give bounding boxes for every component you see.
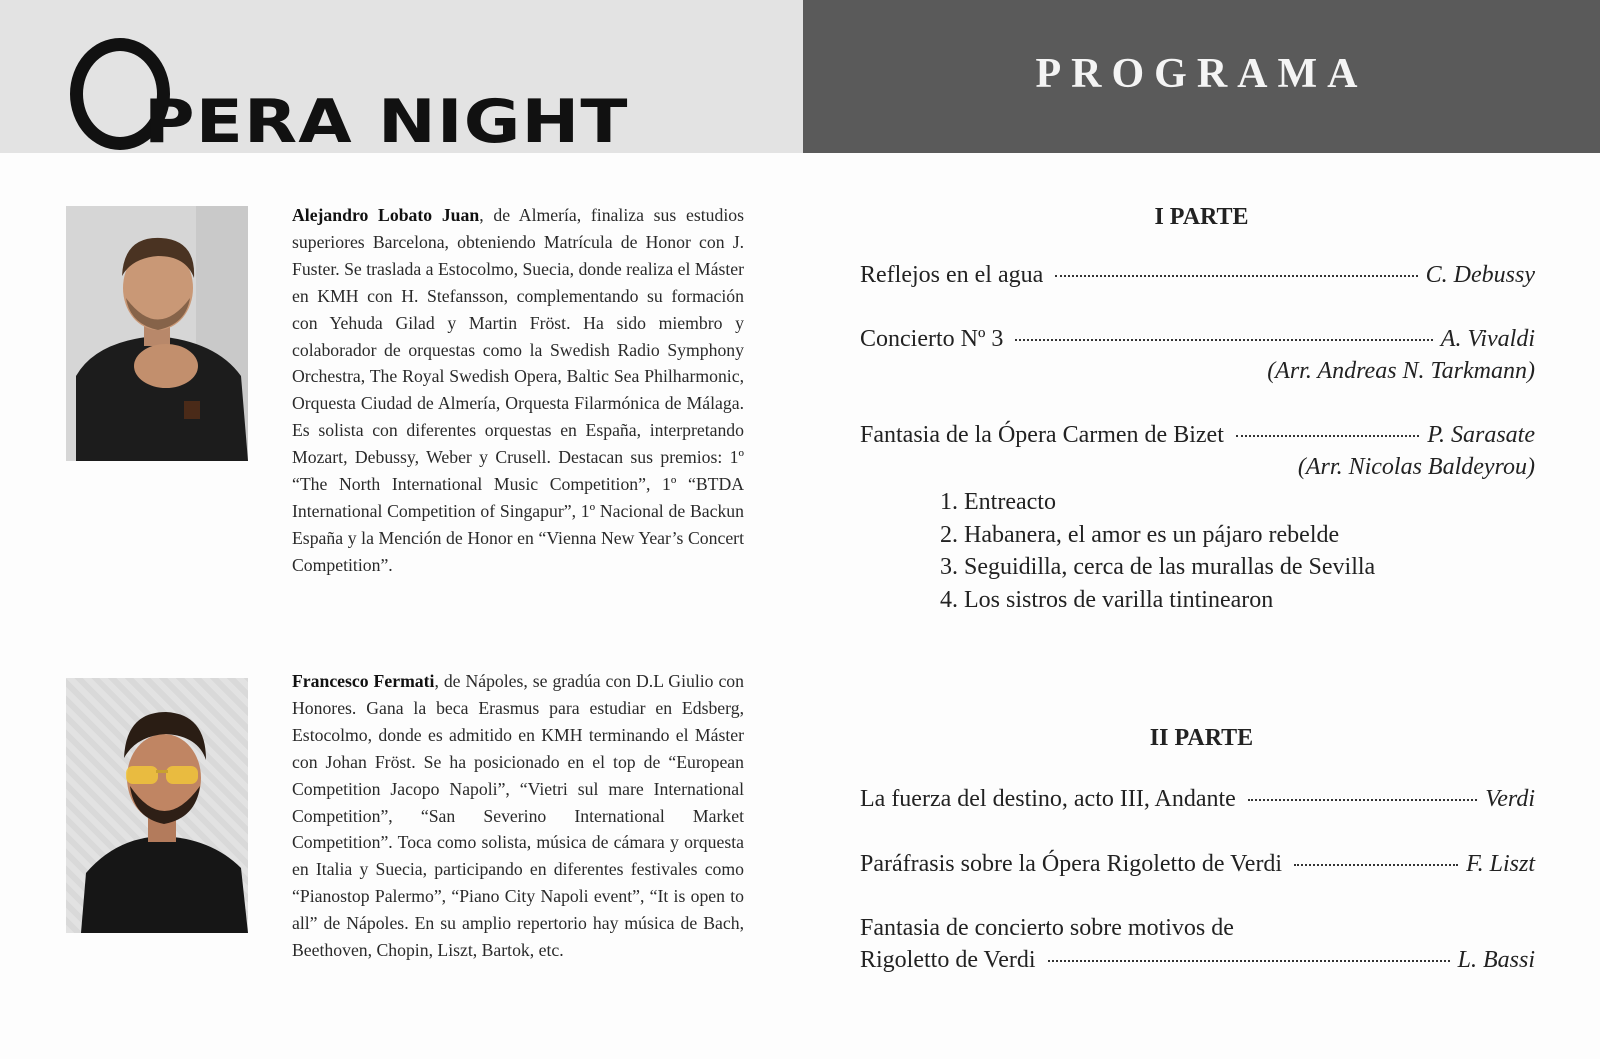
arrangement-note: (Arr. Andreas N. Tarkmann) [1267, 358, 1535, 384]
program-item [860, 262, 1535, 289]
work-title: Concierto Nº 3 [860, 326, 1004, 352]
part-1-title: I PARTE [1154, 204, 1249, 230]
performer-photo-francesco [66, 678, 248, 933]
work-title: Reflejos en el agua [860, 262, 1044, 288]
composer: Verdi [1485, 786, 1535, 812]
program-item [860, 947, 1535, 974]
program-item [860, 422, 1535, 449]
program-item [860, 851, 1535, 878]
work-title: Rigoletto de Verdi [860, 947, 1036, 973]
work-title: Paráfrasis sobre la Ópera Rigoletto de Verdi [860, 851, 1283, 877]
dot-leader [1048, 960, 1450, 962]
title-text: PERA NIGHT [144, 87, 629, 157]
program-item [860, 786, 1535, 813]
programa-heading: PROGRAMA [1035, 51, 1368, 97]
dot-leader [1015, 339, 1432, 341]
work-title-line1: Fantasia de concierto sobre motivos de [860, 915, 1234, 941]
bio-name: Francesco Fermati [292, 671, 435, 691]
movement-item: 4. Los sistros de varilla tintinearon [940, 586, 1274, 613]
dot-leader [1248, 799, 1477, 801]
part-2-title: II PARTE [1149, 725, 1254, 751]
composer: C. Debussy [1425, 262, 1535, 288]
dot-leader [1055, 275, 1417, 277]
work-title: Fantasia de la Ópera Carmen de Bizet [860, 422, 1224, 448]
composer: P. Sarasate [1427, 422, 1535, 448]
performer-photo-alejandro [66, 206, 248, 461]
movement-item: 1. Entreacto [940, 489, 1056, 515]
composer: A. Vivaldi [1440, 326, 1535, 352]
movement-list [940, 486, 1375, 616]
composer: F. Liszt [1466, 851, 1535, 877]
bio-francesco [292, 668, 744, 964]
bio-text: , de Almería, finaliza sus estudios superiores Barcelona, obteniendo Matrícula de Honor con J. Fuster. Se traslada a Estocolmo, Suecia, donde realiza el Máster en KMH con H. Stefansson, complementando su formación con Yehuda Gilad y Martin Fröst. Ha sido miembro y colaborador de orquestas como la Swedish Radio Symphony Orchestra, The Royal Swedish Opera, Baltic Sea Philharmonic, Orquesta Ciudad de Almería, Orquesta Filarmónica de Málaga. Es solista con diferentes orquestas en España, interpretando Mozart, Debussy, Weber y Crusell. Destacan sus premios: 1º “The North International Music Competition”, 1º “BTDA International Competition of Singapur”, 1º Nacional de Backun España y la Mención de Honor en “Vienna New Year’s Concert Competition”. [292, 205, 744, 575]
bio-alejandro [292, 202, 744, 579]
arrangement-note: (Arr. Nicolas Baldeyrou) [1297, 454, 1535, 480]
composer: L. Bassi [1457, 947, 1535, 973]
bio-text: , de Nápoles, se gradúa con D.L Giulio con Honores. Gana la beca Erasmus para estudiar en Edsberg, Estocolmo, donde es admitido en KMH terminando el Máster con Johan Fröst. Se ha posicionado en el top de “European Competition Jacopo Napoli”, “Vietri sul mare International Competition”, “San Severino International Market Competition”. Toca como solista, música de cámara y orquesta en Italia y Suecia, participando en diferentes festivales como “Pianostop Palermo”, “Piano City Napoli event”, “It is open to all” de Nápoles. En su amplio repertorio hay música de Bach, Beethoven, Chopin, Liszt, Bartok, etc. [292, 671, 744, 961]
opera-night-title [70, 34, 629, 157]
program-item [860, 326, 1535, 353]
bio-name: Alejandro Lobato Juan [292, 205, 480, 225]
work-title: La fuerza del destino, acto III, Andante [860, 786, 1236, 812]
movement-item: 2. Habanera, el amor es un pájaro rebelde [940, 521, 1340, 548]
dot-leader [1294, 864, 1458, 866]
movement-item: 3. Seguidilla, cerca de las murallas de Sevilla [940, 554, 1376, 580]
dot-leader [1236, 435, 1420, 437]
